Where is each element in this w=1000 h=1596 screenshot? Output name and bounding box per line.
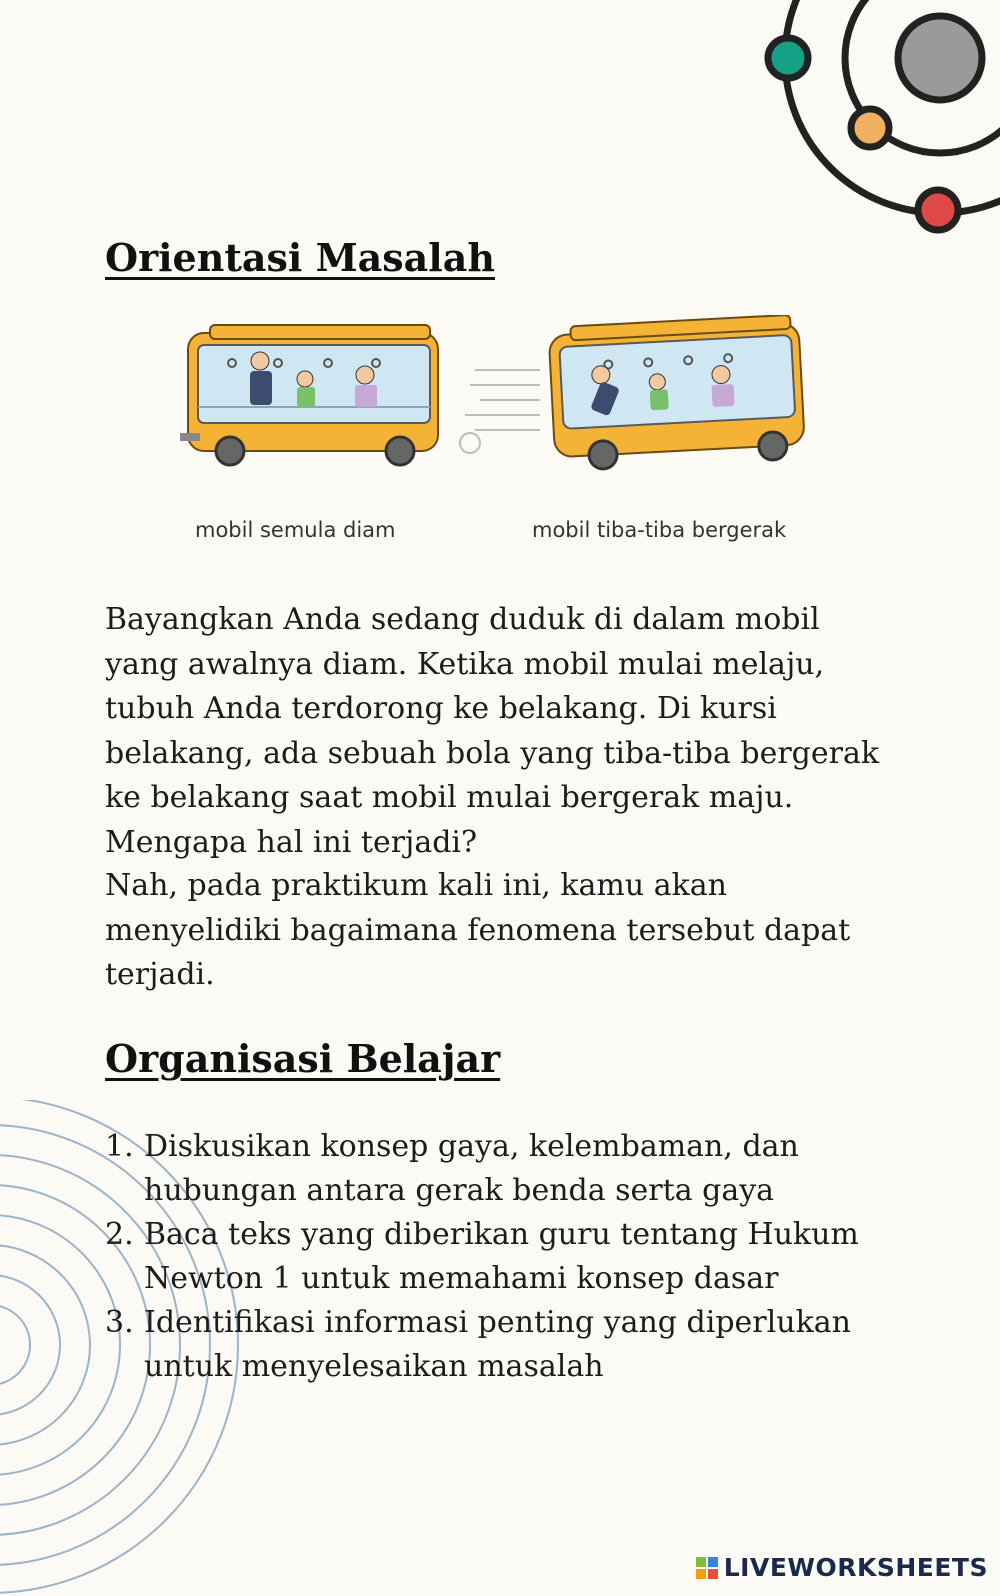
orbit-decoration bbox=[760, 0, 1000, 240]
steps-list bbox=[105, 1125, 865, 1389]
bus-illustration bbox=[170, 315, 820, 475]
brand-name: LIVEWORKSHEETS bbox=[723, 1553, 988, 1582]
teal-planet bbox=[768, 38, 808, 78]
caption-still-car: mobil semula diam bbox=[195, 518, 396, 542]
problem-paragraph: Bayangkan Anda sedang duduk di dalam mobil yang awalnya diam. Ketika mobil mulai melaju, tubuh Anda terdorong ke belakang. Di kursi belakang, ada sebuah bola yang tiba-tiba bergerak ke belakang saat mobil mulai bergerak maju. Mengapa hal ini terjadi? bbox=[105, 602, 880, 860]
step-text: Diskusikan konsep gaya, kelembaman, dan hubungan antara gerak benda serta gaya bbox=[144, 1129, 799, 1208]
step-text: Baca teks yang diberikan guru tentang Hukum Newton 1 untuk memahami konsep dasar bbox=[144, 1217, 859, 1296]
motion-lines bbox=[465, 370, 540, 430]
liveworksheets-logo[interactable] bbox=[696, 1553, 988, 1582]
gray-planet bbox=[898, 16, 982, 100]
caption-moving-car: mobil tiba-tiba bergerak bbox=[532, 518, 787, 542]
intro-paragraph: Nah, pada praktikum kali ini, kamu akan menyelidiki bagaimana fenomena tersebut dapat terjadi. bbox=[105, 868, 851, 992]
list-item bbox=[105, 1213, 865, 1301]
liveworksheets-grid-icon bbox=[696, 1557, 718, 1579]
section-title-orientasi: Orientasi Masalah bbox=[105, 235, 495, 280]
bus-still bbox=[180, 325, 438, 465]
bus-moving bbox=[548, 315, 805, 471]
orange-planet bbox=[851, 109, 889, 147]
section-title-organisasi: Organisasi Belajar bbox=[105, 1036, 501, 1081]
list-item bbox=[105, 1125, 865, 1213]
step-text: Identifikasi informasi penting yang diperlukan untuk menyelesaikan masalah bbox=[144, 1305, 851, 1384]
step-number: 2. bbox=[105, 1217, 134, 1252]
list-item bbox=[105, 1301, 865, 1389]
step-number: 1. bbox=[105, 1129, 134, 1164]
step-number: 3. bbox=[105, 1305, 134, 1340]
red-planet bbox=[918, 190, 958, 230]
